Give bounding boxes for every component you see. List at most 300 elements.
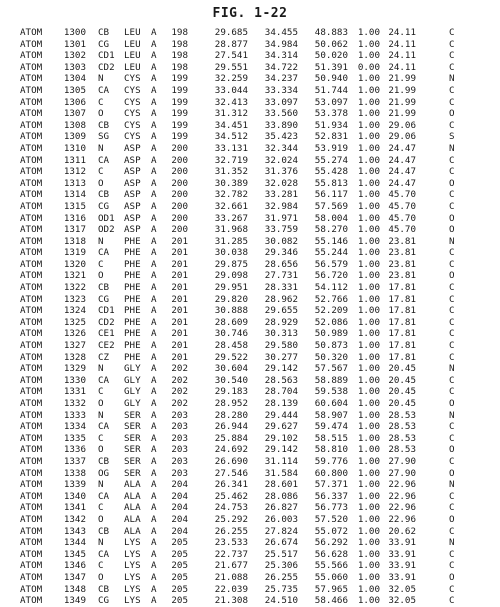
element-symbol: N [449,537,455,549]
coord-y: 28.139 [264,398,298,409]
b-factor: 22.96 [388,513,416,525]
element-symbol: C [449,84,455,96]
residue-name: LEU [124,61,141,73]
figure-title: FIG. 1-22 [212,6,288,21]
atom-record-row [0,97,500,109]
chain-id: A [151,386,157,398]
residue-seq: 204 [171,502,188,514]
atom-serial: 1311 [63,154,86,166]
record-type: ATOM [20,131,43,143]
atom-record-row [0,213,500,225]
chain-id: A [151,224,157,236]
atom-record-list [0,27,500,607]
chain-id: A [151,351,157,363]
atom-name: CB [98,189,110,201]
b-factor: 17.81 [388,328,416,340]
atom-record-row [0,363,500,375]
atom-serial: 1326 [63,328,86,340]
residue-seq: 202 [171,363,188,375]
record-type: ATOM [20,374,43,386]
atom-serial: 1328 [63,351,86,363]
residue-seq: 203 [171,409,188,421]
atom-serial: 1313 [63,177,86,189]
record-type: ATOM [20,316,43,328]
occupancy: 1.00 [357,513,380,525]
chain-id: A [151,38,157,50]
atom-name: CD2 [98,316,115,328]
coord-z: 55.813 [314,177,348,189]
coord-z: 52.086 [314,316,348,328]
residue-seq: 201 [171,247,188,259]
atom-name: O [98,177,104,189]
chain-id: A [151,293,157,305]
atom-serial: 1305 [63,84,86,96]
atom-name: CB [98,583,110,595]
atom-name: OD2 [98,224,115,236]
element-symbol: C [449,316,455,328]
residue-name: ASP [124,212,141,224]
occupancy: 1.00 [357,490,380,502]
b-factor: 23.81 [388,270,416,282]
coord-z: 48.883 [314,27,348,38]
coord-x: 29.875 [214,258,248,270]
element-symbol: C [449,258,455,270]
coord-y: 29.580 [264,340,298,352]
coord-z: 56.292 [314,537,348,549]
atom-name: C [98,560,104,572]
coord-z: 57.567 [314,363,348,375]
chain-id: A [151,177,157,189]
atom-name: CA [98,154,110,166]
coord-x: 28.609 [214,316,248,328]
atom-record-row [0,166,500,178]
residue-seq: 205 [171,548,188,560]
residue-seq: 199 [171,131,188,143]
element-symbol: C [449,351,455,363]
coord-y: 29.655 [264,305,298,317]
residue-seq: 200 [171,189,188,201]
coord-y: 25.306 [264,560,298,572]
record-type: ATOM [20,513,43,525]
occupancy: 1.00 [357,247,380,259]
residue-name: CYS [124,73,141,85]
element-symbol: C [449,421,455,433]
residue-seq: 202 [171,374,188,386]
residue-seq: 205 [171,583,188,595]
atom-record-row [0,468,500,480]
residue-name: PHE [124,247,141,259]
atom-record-row [0,27,500,39]
occupancy: 1.00 [357,270,380,282]
atom-serial: 1348 [63,583,86,595]
residue-name: LYS [124,571,141,583]
residue-name: CYS [124,119,141,131]
b-factor: 24.11 [388,61,416,73]
atom-record-row [0,514,500,526]
element-symbol: C [449,583,455,595]
coord-y: 28.331 [264,282,298,294]
occupancy: 1.00 [357,421,380,433]
record-type: ATOM [20,212,43,224]
record-type: ATOM [20,108,43,120]
atom-record-row [0,584,500,596]
residue-name: CYS [124,108,141,120]
coord-y: 26.255 [264,571,298,583]
occupancy: 1.00 [357,166,380,178]
chain-id: A [151,374,157,386]
chain-id: A [151,200,157,212]
coord-z: 50.020 [314,50,348,62]
element-symbol: C [449,525,455,537]
atom-serial: 1301 [63,38,86,50]
atom-record-row [0,155,500,167]
residue-name: LYS [124,548,141,560]
coord-x: 28.458 [214,340,248,352]
coord-z: 58.810 [314,444,348,456]
occupancy: 0.00 [357,61,380,73]
residue-name: ALA [124,479,141,491]
record-type: ATOM [20,432,43,444]
residue-name: LYS [124,560,141,572]
coord-z: 56.579 [314,258,348,270]
chain-id: A [151,235,157,247]
record-type: ATOM [20,398,43,409]
record-type: ATOM [20,282,43,294]
b-factor: 17.81 [388,282,416,294]
record-type: ATOM [20,154,43,166]
chain-id: A [151,537,157,549]
residue-seq: 201 [171,270,188,282]
element-symbol: O [449,177,455,189]
residue-name: LYS [124,583,141,595]
occupancy: 1.00 [357,502,380,514]
atom-name: CD1 [98,50,115,62]
atom-name: CE1 [98,328,115,340]
atom-name: CG [98,595,110,607]
atom-name: CE2 [98,340,115,352]
atom-name: CB [98,282,110,294]
coord-y: 31.971 [264,212,298,224]
atom-name: O [98,444,104,456]
residue-name: ASP [124,142,141,154]
b-factor: 32.05 [388,583,416,595]
coord-y: 28.601 [264,479,298,491]
atom-record-row [0,502,500,514]
atom-record-row [0,526,500,538]
element-symbol: C [449,455,455,467]
coord-x: 29.820 [214,293,248,305]
record-type: ATOM [20,583,43,595]
b-factor: 24.47 [388,154,416,166]
b-factor: 21.99 [388,108,416,120]
coord-x: 32.661 [214,200,248,212]
b-factor: 24.11 [388,27,416,38]
atom-serial: 1306 [63,96,86,108]
b-factor: 20.45 [388,386,416,398]
coord-x: 30.888 [214,305,248,317]
coord-x: 34.451 [214,119,248,131]
element-symbol: N [449,363,455,375]
residue-seq: 201 [171,282,188,294]
coord-z: 58.004 [314,212,348,224]
atom-record-row [0,398,500,410]
element-symbol: C [449,386,455,398]
atom-name: CA [98,490,110,502]
coord-z: 56.117 [314,189,348,201]
atom-serial: 1321 [63,270,86,282]
atom-record-row [0,73,500,85]
coord-y: 25.735 [264,583,298,595]
coord-y: 25.517 [264,548,298,560]
residue-name: GLY [124,398,141,409]
occupancy: 1.00 [357,50,380,62]
occupancy: 1.00 [357,328,380,340]
b-factor: 24.47 [388,166,416,178]
coord-x: 21.308 [214,595,248,607]
b-factor: 22.96 [388,490,416,502]
coord-x: 25.292 [214,513,248,525]
coord-z: 55.274 [314,154,348,166]
coord-y: 30.082 [264,235,298,247]
residue-seq: 202 [171,398,188,409]
element-symbol: C [449,432,455,444]
coord-z: 55.428 [314,166,348,178]
b-factor: 29.06 [388,131,416,143]
coord-z: 59.538 [314,386,348,398]
chain-id: A [151,409,157,421]
atom-serial: 1340 [63,490,86,502]
atom-serial: 1310 [63,142,86,154]
atom-serial: 1335 [63,432,86,444]
b-factor: 17.81 [388,351,416,363]
residue-name: ALA [124,490,141,502]
coord-y: 24.510 [264,595,298,607]
element-symbol: C [449,282,455,294]
coord-y: 29.627 [264,421,298,433]
atom-record-row [0,120,500,132]
residue-seq: 201 [171,351,188,363]
atom-serial: 1302 [63,50,86,62]
coord-z: 59.776 [314,455,348,467]
chain-id: A [151,490,157,502]
occupancy: 1.00 [357,432,380,444]
coord-z: 55.146 [314,235,348,247]
chain-id: A [151,73,157,85]
occupancy: 1.00 [357,467,380,479]
record-type: ATOM [20,305,43,317]
residue-seq: 199 [171,73,188,85]
coord-z: 56.720 [314,270,348,282]
atom-name: CD2 [98,61,115,73]
occupancy: 1.00 [357,38,380,50]
residue-name: PHE [124,340,141,352]
coord-y: 29.444 [264,409,298,421]
residue-name: PHE [124,235,141,247]
coord-z: 54.112 [314,282,348,294]
atom-record-row [0,549,500,561]
atom-serial: 1329 [63,363,86,375]
b-factor: 27.90 [388,467,416,479]
occupancy: 1.00 [357,560,380,572]
coord-y: 26.003 [264,513,298,525]
residue-name: ASP [124,224,141,236]
element-symbol: C [449,595,455,607]
residue-name: PHE [124,316,141,328]
element-symbol: C [449,374,455,386]
chain-id: A [151,513,157,525]
atom-record-row [0,224,500,236]
chain-id: A [151,583,157,595]
coord-z: 60.800 [314,467,348,479]
record-type: ATOM [20,444,43,456]
element-symbol: C [449,305,455,317]
coord-y: 31.114 [264,455,298,467]
coord-x: 28.952 [214,398,248,409]
residue-name: PHE [124,351,141,363]
occupancy: 1.00 [357,316,380,328]
residue-name: SER [124,409,141,421]
b-factor: 33.91 [388,537,416,549]
atom-name: CA [98,84,110,96]
occupancy: 1.00 [357,548,380,560]
atom-record-row [0,317,500,329]
record-type: ATOM [20,571,43,583]
b-factor: 45.70 [388,212,416,224]
b-factor: 22.96 [388,502,416,514]
atom-name: CA [98,548,110,560]
coord-x: 34.512 [214,131,248,143]
residue-name: SER [124,455,141,467]
coord-y: 33.334 [264,84,298,96]
atom-serial: 1304 [63,73,86,85]
element-symbol: C [449,119,455,131]
residue-name: LYS [124,537,141,549]
atom-serial: 1349 [63,595,86,607]
coord-y: 27.731 [264,270,298,282]
occupancy: 1.00 [357,479,380,491]
atom-serial: 1312 [63,166,86,178]
record-type: ATOM [20,119,43,131]
b-factor: 17.81 [388,340,416,352]
coord-z: 58.270 [314,224,348,236]
atom-name: CB [98,455,110,467]
atom-serial: 1343 [63,525,86,537]
residue-name: CYS [124,84,141,96]
atom-serial: 1332 [63,398,86,409]
atom-name: N [98,537,104,549]
coord-x: 33.044 [214,84,248,96]
b-factor: 24.11 [388,38,416,50]
atom-name: O [98,571,104,583]
atom-serial: 1342 [63,513,86,525]
residue-seq: 203 [171,444,188,456]
atom-record-row [0,375,500,387]
atom-name: O [98,513,104,525]
atom-record-row [0,236,500,248]
coord-x: 29.951 [214,282,248,294]
residue-name: ASP [124,177,141,189]
occupancy: 1.00 [357,189,380,201]
element-symbol: O [449,270,455,282]
occupancy: 1.00 [357,224,380,236]
coord-y: 33.759 [264,224,298,236]
atom-serial: 1314 [63,189,86,201]
coord-z: 55.072 [314,525,348,537]
occupancy: 1.00 [357,444,380,456]
atom-name: CG [98,38,110,50]
record-type: ATOM [20,502,43,514]
coord-x: 22.737 [214,548,248,560]
residue-seq: 205 [171,571,188,583]
chain-id: A [151,154,157,166]
b-factor: 24.11 [388,50,416,62]
coord-x: 31.968 [214,224,248,236]
atom-record-row [0,444,500,456]
chain-id: A [151,258,157,270]
coord-z: 59.474 [314,421,348,433]
b-factor: 28.53 [388,421,416,433]
element-symbol: N [449,479,455,491]
record-type: ATOM [20,467,43,479]
record-type: ATOM [20,421,43,433]
residue-name: PHE [124,270,141,282]
record-type: ATOM [20,386,43,398]
coord-x: 29.522 [214,351,248,363]
occupancy: 1.00 [357,84,380,96]
atom-record-row [0,201,500,213]
atom-name: SG [98,131,110,143]
coord-x: 32.782 [214,189,248,201]
coord-x: 24.692 [214,444,248,456]
atom-name: OG [98,467,110,479]
coord-x: 27.541 [214,50,248,62]
chain-id: A [151,142,157,154]
coord-z: 57.569 [314,200,348,212]
element-symbol: O [449,444,455,456]
coord-y: 29.102 [264,432,298,444]
chain-id: A [151,363,157,375]
residue-name: LEU [124,38,141,50]
coord-x: 31.285 [214,235,248,247]
b-factor: 17.81 [388,316,416,328]
coord-x: 22.039 [214,583,248,595]
coord-y: 28.563 [264,374,298,386]
residue-name: CYS [124,131,141,143]
chain-id: A [151,131,157,143]
b-factor: 22.96 [388,479,416,491]
atom-serial: 1345 [63,548,86,560]
occupancy: 1.00 [357,212,380,224]
coord-z: 50.062 [314,38,348,50]
b-factor: 21.99 [388,96,416,108]
residue-seq: 205 [171,595,188,607]
coord-y: 29.346 [264,247,298,259]
element-symbol: C [449,38,455,50]
chain-id: A [151,398,157,409]
element-symbol: O [449,108,455,120]
coord-z: 58.515 [314,432,348,444]
residue-seq: 201 [171,235,188,247]
coord-y: 35.423 [264,131,298,143]
element-symbol: O [449,224,455,236]
coord-y: 26.827 [264,502,298,514]
record-type: ATOM [20,61,43,73]
element-symbol: O [449,467,455,479]
residue-seq: 198 [171,61,188,73]
coord-y: 33.097 [264,96,298,108]
occupancy: 1.00 [357,351,380,363]
record-type: ATOM [20,258,43,270]
